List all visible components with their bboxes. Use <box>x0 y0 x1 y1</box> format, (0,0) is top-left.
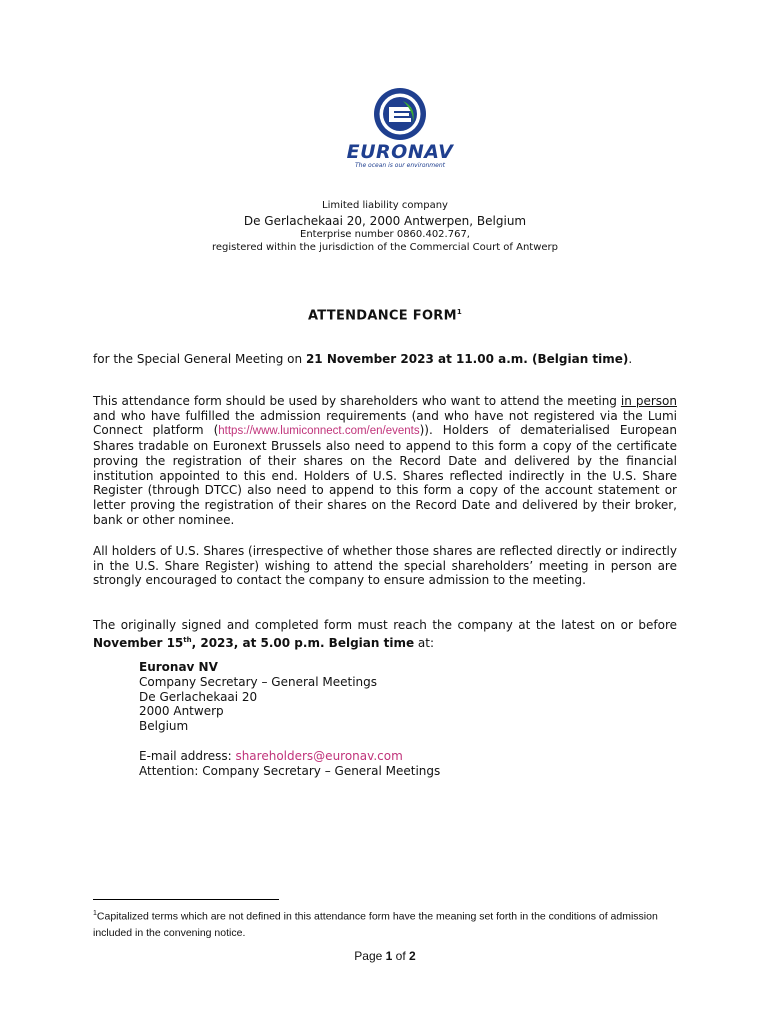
meeting-intro: for the Special General Meeting on 21 November 2023 at 11.00 a.m. (Belgian time). <box>93 352 633 366</box>
euronav-emblem-icon <box>370 86 430 142</box>
lumi-connect-link[interactable]: https://www.lumiconnect.com/en/events <box>218 425 420 438</box>
company-address: De Gerlachekaai 20, 2000 Antwerpen, Belgium <box>243 214 527 228</box>
company-type: Limited liability company <box>322 200 448 211</box>
email-line: E-mail address: shareholders@euronav.com <box>139 748 403 763</box>
attention-line: Attention: Company Secretary – General Meetings <box>139 763 441 778</box>
company-header <box>0 200 770 254</box>
address-line: 2000 Antwerp <box>139 704 224 719</box>
paragraph-us-shares: All holders of U.S. Shares (irrespective of whether those shares are reflected directly or indirectly in the U.S. Share Register) wishing to attend the special shareholders’ meeting in person are strongly encouraged to contact the company to ensure admission to the meeting. <box>93 544 677 588</box>
mailing-address <box>139 660 440 779</box>
address-line: Belgium <box>139 719 189 734</box>
page-number: Page 1 of 2 <box>354 949 416 963</box>
recipient-name: Euronav NV <box>139 660 218 674</box>
footnote-reference[interactable]: 1 <box>456 308 463 316</box>
paragraph-deadline: The originally signed and completed form must reach the company at the latest on or before November 15th, 2023, at 5.00 p.m. Belgian time at: <box>93 618 677 650</box>
form-title: ATTENDANCE FORM$^1$ <box>307 308 463 324</box>
address-line: Company Secretary – General Meetings <box>139 674 378 689</box>
footnote-divider <box>93 899 279 900</box>
email-link[interactable]: shareholders@euronav.com <box>235 748 403 763</box>
logo-wordmark: EURONAV <box>346 141 454 163</box>
logo-tagline: The ocean is our environment <box>354 162 445 169</box>
enterprise-number: Enterprise number 0860.402.767, <box>300 229 470 240</box>
euronav-logo <box>340 86 460 176</box>
court-registration: registered within the jurisdiction of the Commercial Court of Antwerp <box>211 242 559 253</box>
paragraph-usage: This attendance form should be used by shareholders who want to attend the meeting in person and who have fulfilled the admission requirements (and who have not registered via the Lumi Connect platform (https://www.lumiconnect.com/en/events)). Holders of dematerialised European Shares tradable on Euronext Brussels also need to append to this form a copy of the certificate proving the registration of their shares on the Record Date and delivered by the financial institution appointed to this end. Holders of U.S. Shares reflected indirectly in the U.S. Share Register (through DTCC) also need to append to this form a copy of the account statement or letter proving the registration of their shares on the Record Date and delivered by their broker, bank or other nominee. <box>93 394 678 527</box>
address-line: De Gerlachekaai 20 <box>139 689 258 704</box>
footnote: $^1$Capitalized terms which are not defined in this attendance form have the meaning set forth in the conditions of admission included in the convening notice. <box>93 910 658 939</box>
